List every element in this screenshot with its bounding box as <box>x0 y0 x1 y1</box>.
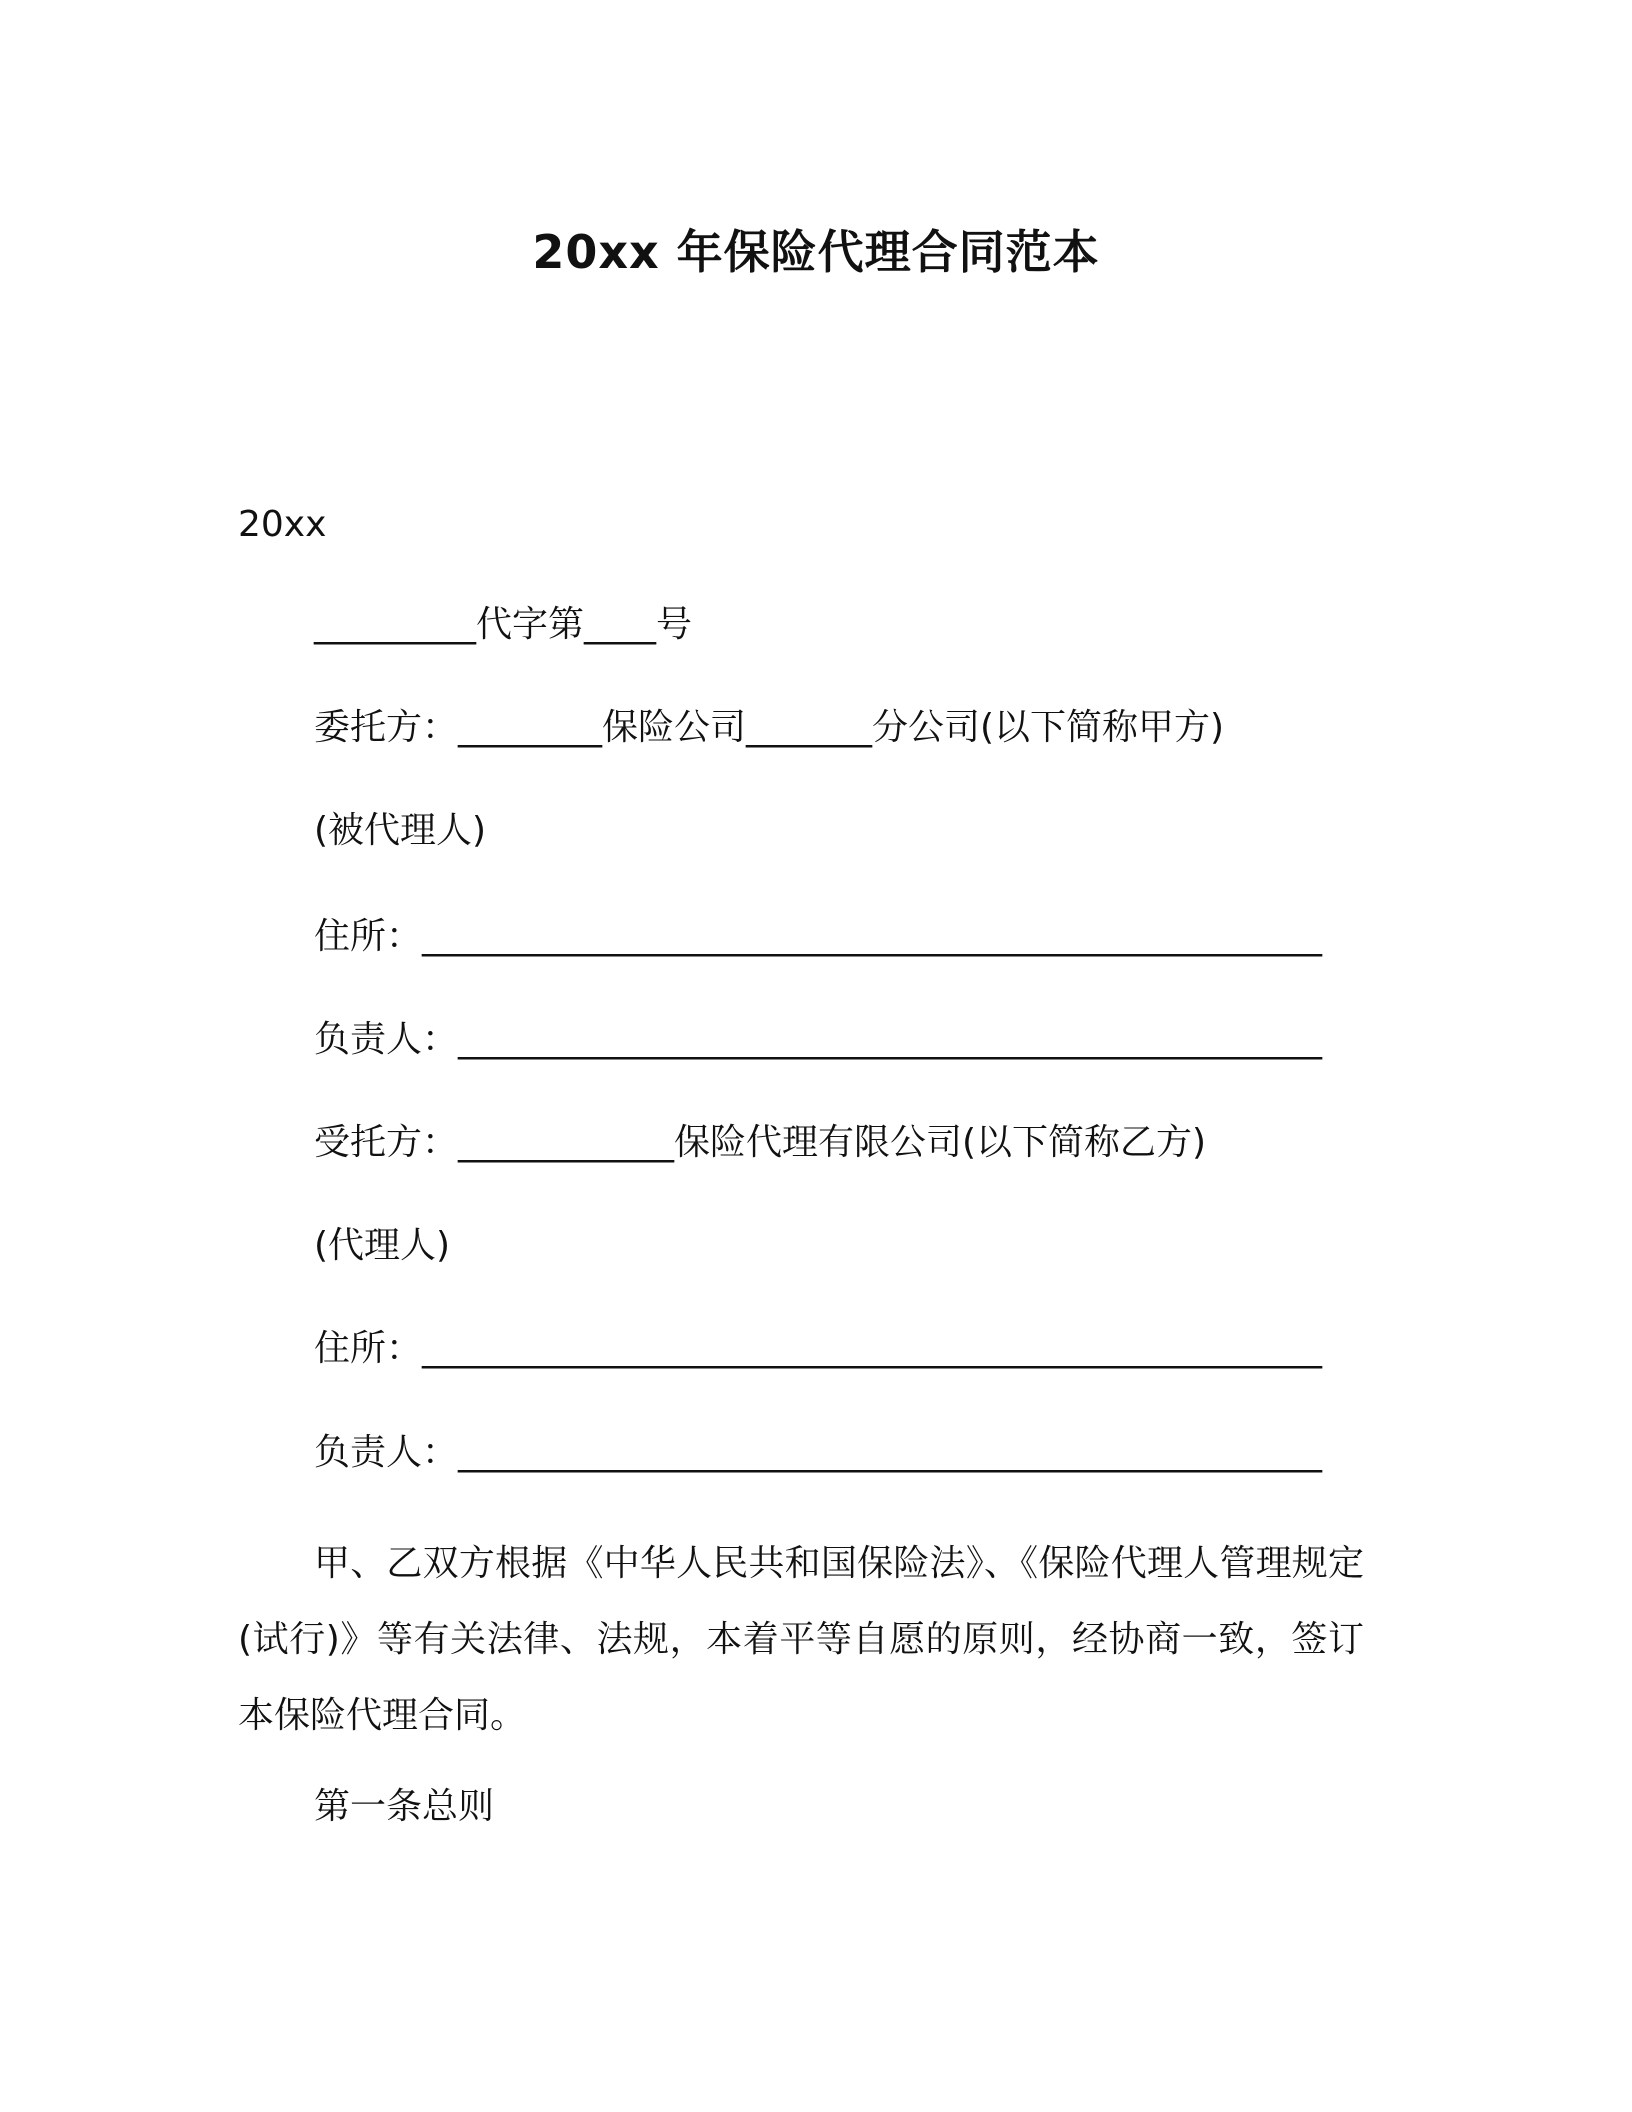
contract-number-line: _________代字第____号 <box>314 604 693 645</box>
principal-address-line: 住所：__________________________________________________ <box>314 916 1323 957</box>
year-line: 20xx <box>238 504 327 545</box>
agent-responsible-line: 负责人：________________________________________________ <box>314 1432 1323 1473</box>
principal-line: 委托方：________保险公司_______分公司(以下简称甲方) <box>314 707 1225 748</box>
preamble-paragraph: 甲、乙双方根据《中华人民共和国保险法》、《保险代理人管理规定(试行)》等有关法律、法规，本着平等自愿的原则，经协商一致，签订本保险代理合同。 <box>238 1543 1364 1736</box>
agent-role-line: (代理人) <box>314 1225 451 1266</box>
article-1-heading: 第一条总则 <box>314 1786 495 1827</box>
document-title: 20xx 年保险代理合同范本 <box>532 225 1100 279</box>
principal-role-line: (被代理人) <box>314 810 487 851</box>
principal-responsible-line: 负责人：________________________________________________ <box>314 1019 1323 1060</box>
agent-line: 受托方：____________保险代理有限公司(以下简称乙方) <box>314 1122 1207 1163</box>
agent-address-line: 住所：__________________________________________________ <box>314 1328 1323 1369</box>
